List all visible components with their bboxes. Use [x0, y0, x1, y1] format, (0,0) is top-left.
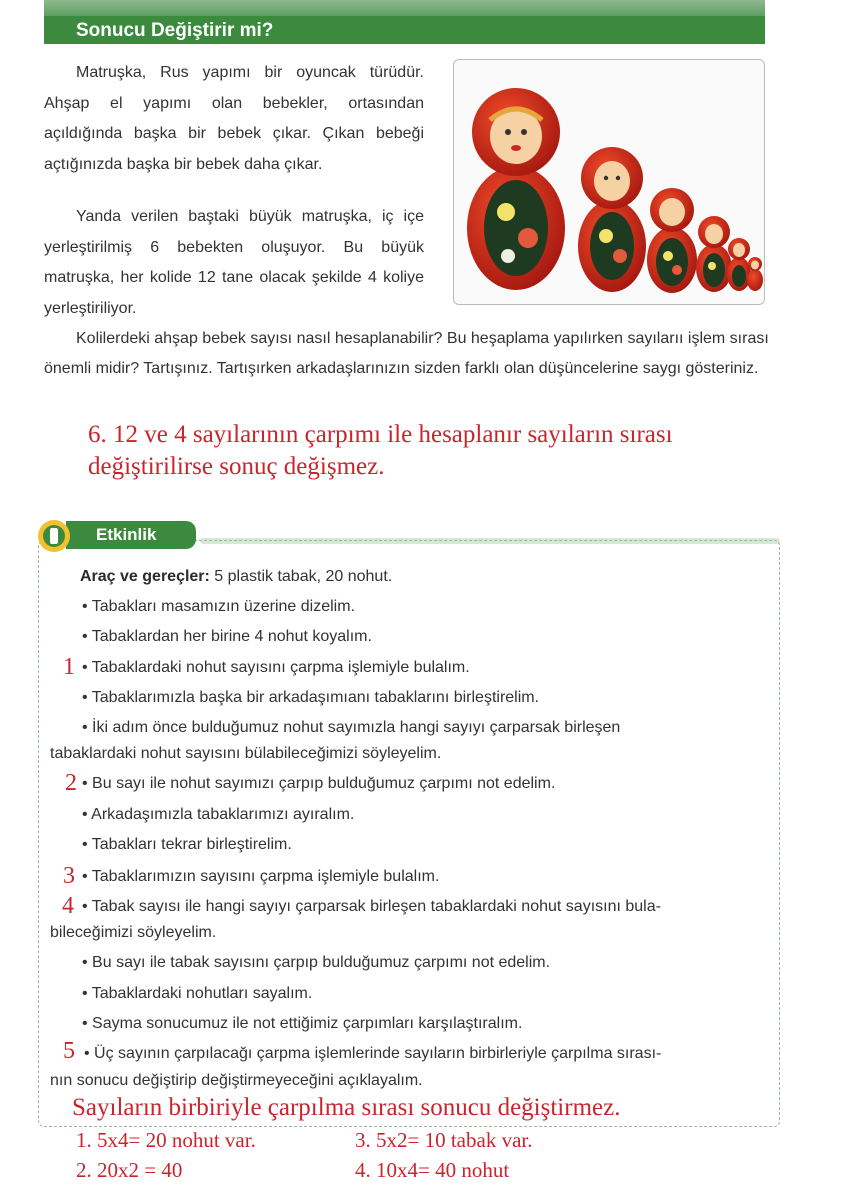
- section-title: Sonucu Değiştirir mi?: [76, 20, 274, 41]
- activity-title: Etkinlik: [96, 525, 157, 544]
- doll-3: [647, 188, 697, 293]
- step-mark-1: 1: [63, 654, 75, 680]
- activity-step: • Tabaklarımızın sayısını çarpma işlemiyle bulalım.: [82, 868, 440, 885]
- activity-step: bileceğimizi söyleyelim.: [50, 924, 217, 941]
- doll-6: [747, 257, 763, 291]
- activity-step: • Tabaklardaki nohut sayısını çarpma işlemiyle bulalım.: [82, 659, 470, 676]
- calculation-1: 1. 5x4= 20 nohut var.: [76, 1128, 256, 1152]
- calculation-2: 2. 20x2 = 40: [76, 1158, 183, 1182]
- activity-step: • Tabak sayısı ile hangi sayıyı çarparsak birleşen tabaklardaki nohut sayısını bula-: [82, 898, 661, 915]
- discussion-question-text: Kolilerdeki ahşap bebek sayısı nasıl hesaplanabilir? Bu heşaplama yapılırken sayılarıı işlem sırası önemli midir? Tartışınız. Tartışırken arkadaşlarınızın sizden farklı olan düşüncelerine saygı gösteriniz.: [44, 330, 769, 377]
- calculation-4: 4. 10x4= 40 nohut: [355, 1158, 510, 1182]
- doll-4: [696, 216, 732, 292]
- activity-step: • Tabaklarımızla başka bir arkadaşımıanı tabaklarını birleştirelim.: [82, 689, 540, 706]
- activity-step: • Tabaklardaki nohutları sayalım.: [82, 985, 313, 1002]
- doll-2: [578, 147, 646, 292]
- doll-1: [467, 88, 565, 290]
- tools-label: Araç ve gereçler:: [80, 568, 210, 585]
- tools-line: [80, 566, 392, 588]
- activity-step: • Bu sayı ile nohut sayımızı çarpıp bulduğumuz çarpımı not edelim.: [82, 775, 556, 792]
- activity-step: • Arkadaşımızla tabaklarımızı ayıralım.: [82, 806, 355, 823]
- tools-text: 5 plastik tabak, 20 nohut.: [209, 568, 393, 585]
- intro-paragraph-1-text: Matruşka, Rus yapımı bir oyuncak türüdür. Ahşap el yapımı olan bebekler, ortasından açıldığında başka bir bebek çıkar. Çıkan bebeği açtığınızda başka bir bebek daha çıkar.: [44, 64, 424, 173]
- intro-paragraph-2: [44, 202, 424, 324]
- step-mark-3: 3: [63, 863, 75, 889]
- activity-step: • Tabakları masamızın üzerine dizelim.: [82, 598, 355, 615]
- activity-step: • Tabakları tekrar birleştirelim.: [82, 836, 292, 853]
- intro-paragraph-1: [44, 58, 424, 180]
- activity-step: • Sayma sonucumuz ile not ettiğimiz çarpımları karşılaştıralım.: [82, 1015, 523, 1032]
- handwritten-conclusion: Sayıların birbiriyle çarpılma sırası sonucu değiştirmez.: [72, 1094, 621, 1121]
- step-mark-5: 5: [63, 1038, 75, 1064]
- activity-step: • Üç sayının çarpılacağı çarpma işlemlerinde sayıların birbirleriyle çarpılma sırası-: [84, 1045, 662, 1062]
- discussion-question: [44, 324, 770, 383]
- activity-step: • Bu sayı ile tabak sayısını çarpıp bulduğumuz çarpımı not edelim.: [82, 954, 551, 971]
- step-mark-2: 2: [65, 770, 77, 796]
- activity-step: • Tabaklardan her birine 4 nohut koyalım.: [82, 628, 372, 645]
- matryoshka-dolls-illustration: [454, 60, 764, 304]
- step-mark-4: 4: [62, 893, 74, 919]
- activity-step: • İki adım önce bulduğumuz nohut sayımızla hangi sayıyı çarparsak birleşen: [82, 719, 621, 736]
- matryoshka-photo: [453, 59, 765, 305]
- handwritten-answer: 6. 12 ve 4 sayılarının çarpımı ile hesaplanır sayıların sırası değiştirilirse sonuç değişmez.: [88, 421, 673, 480]
- activity-puzzle-icon: [34, 516, 74, 556]
- activity-step: tabaklardaki nohut sayısını bülabileceğimizi söyleyelim.: [50, 745, 442, 762]
- calculation-3: 3. 5x2= 10 tabak var.: [355, 1128, 533, 1152]
- activity-step: nın sonucu değiştirip değiştirmeyeceğini açıklayalım.: [50, 1072, 423, 1089]
- intro-paragraph-2-text: Yanda verilen baştaki büyük matruşka, iç içe yerleştirilmiş 6 bebekten oluşuyor. Bu büyük matruşka, her kolide 12 tane olacak şekilde 4 koliye yerleştiriliyor.: [44, 208, 424, 317]
